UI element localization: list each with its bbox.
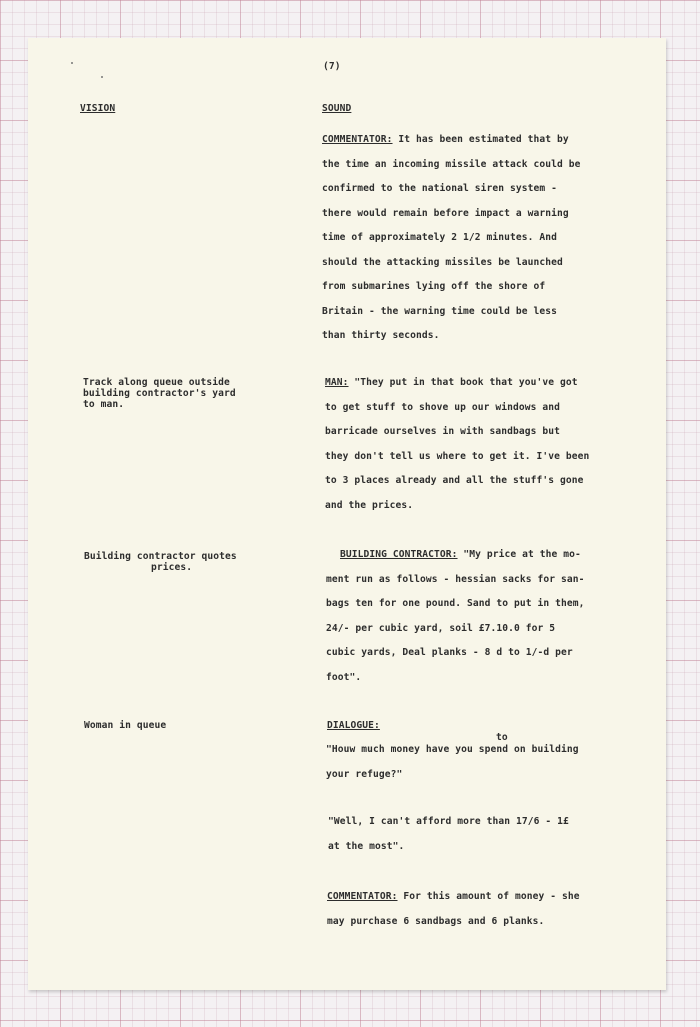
vision-line: to man. bbox=[83, 399, 125, 410]
vision-line: prices. bbox=[151, 562, 193, 573]
script-line: to 3 places already and all the stuff's gone bbox=[325, 475, 584, 486]
script-line: and the prices. bbox=[325, 499, 414, 511]
script-line: "My price at the mo- bbox=[457, 549, 581, 560]
script-line: the time an incoming missile attack could be bbox=[322, 158, 581, 170]
vision-note-1 bbox=[83, 377, 236, 410]
script-line: than thirty seconds. bbox=[322, 330, 440, 341]
script-line: may purchase 6 sandbags and 6 planks. bbox=[327, 915, 545, 927]
script-line: should the attacking missiles be launched bbox=[322, 256, 563, 268]
script-line: there would remain before impact a warning bbox=[322, 207, 569, 219]
page-number: (7) bbox=[323, 61, 341, 72]
speaker-label: BUILDING CONTRACTOR: bbox=[340, 549, 458, 560]
commentator-block-1 bbox=[322, 128, 581, 349]
speaker-label: MAN: bbox=[325, 377, 349, 388]
script-line: at the most". bbox=[328, 840, 405, 852]
script-line: foot". bbox=[326, 671, 362, 683]
script-line: "Houw much money have you spend on building bbox=[326, 744, 579, 755]
script-line: bags ten for one pound. Sand to put in them, bbox=[326, 598, 585, 609]
speck bbox=[71, 62, 73, 64]
script-line: Britain - the warning time could be less bbox=[322, 305, 558, 317]
vision-line: Building contractor quotes bbox=[84, 551, 237, 562]
building-contractor-block bbox=[326, 543, 585, 690]
script-line: For this amount of money - she bbox=[397, 891, 580, 902]
script-line: from submarines lying off the shore of bbox=[322, 281, 546, 292]
speck bbox=[101, 76, 103, 78]
man-block bbox=[325, 371, 589, 518]
sound-header: SOUND bbox=[322, 103, 352, 114]
dialogue-label: DIALOGUE: bbox=[327, 720, 380, 731]
script-line: "Well, I can't afford more than 17/6 - 1£ bbox=[328, 816, 569, 827]
script-line: your refuge?" bbox=[326, 768, 403, 780]
vision-header: VISION bbox=[80, 103, 116, 114]
script-line: It has been estimated that by bbox=[392, 134, 569, 145]
script-line: to get stuff to shove up our windows and bbox=[325, 401, 561, 413]
script-line: cubic yards, Deal planks - 8 d to 1/-d per bbox=[326, 647, 573, 658]
document-page bbox=[28, 38, 666, 990]
script-line: 24/- per cubic yard, soil £7.10.0 for 5 bbox=[326, 622, 556, 634]
script-line: confirmed to the national siren system - bbox=[322, 183, 558, 194]
speaker-label: COMMENTATOR: bbox=[322, 134, 393, 145]
speaker-label: COMMENTATOR: bbox=[327, 891, 398, 902]
commentator-block-2 bbox=[327, 885, 580, 934]
handwritten-insert: to bbox=[496, 732, 508, 743]
script-line: "They put in that book that you've got bbox=[348, 377, 578, 388]
script-line: time of approximately 2 1/2 minutes. And bbox=[322, 232, 558, 243]
script-line: barricade ourselves in with sandbags but bbox=[325, 426, 561, 437]
vision-line: building contractor's yard bbox=[83, 388, 236, 399]
dialogue-block bbox=[326, 738, 579, 787]
script-line: they don't tell us where to get it. I've been bbox=[325, 450, 590, 462]
script-line: ment run as follows - hessian sacks for san- bbox=[326, 573, 585, 585]
vision-line: Track along queue outside bbox=[83, 377, 230, 388]
vision-note-3: Woman in queue bbox=[84, 720, 167, 731]
vision-note-2 bbox=[84, 551, 237, 573]
dialogue-reply-block bbox=[328, 810, 569, 859]
